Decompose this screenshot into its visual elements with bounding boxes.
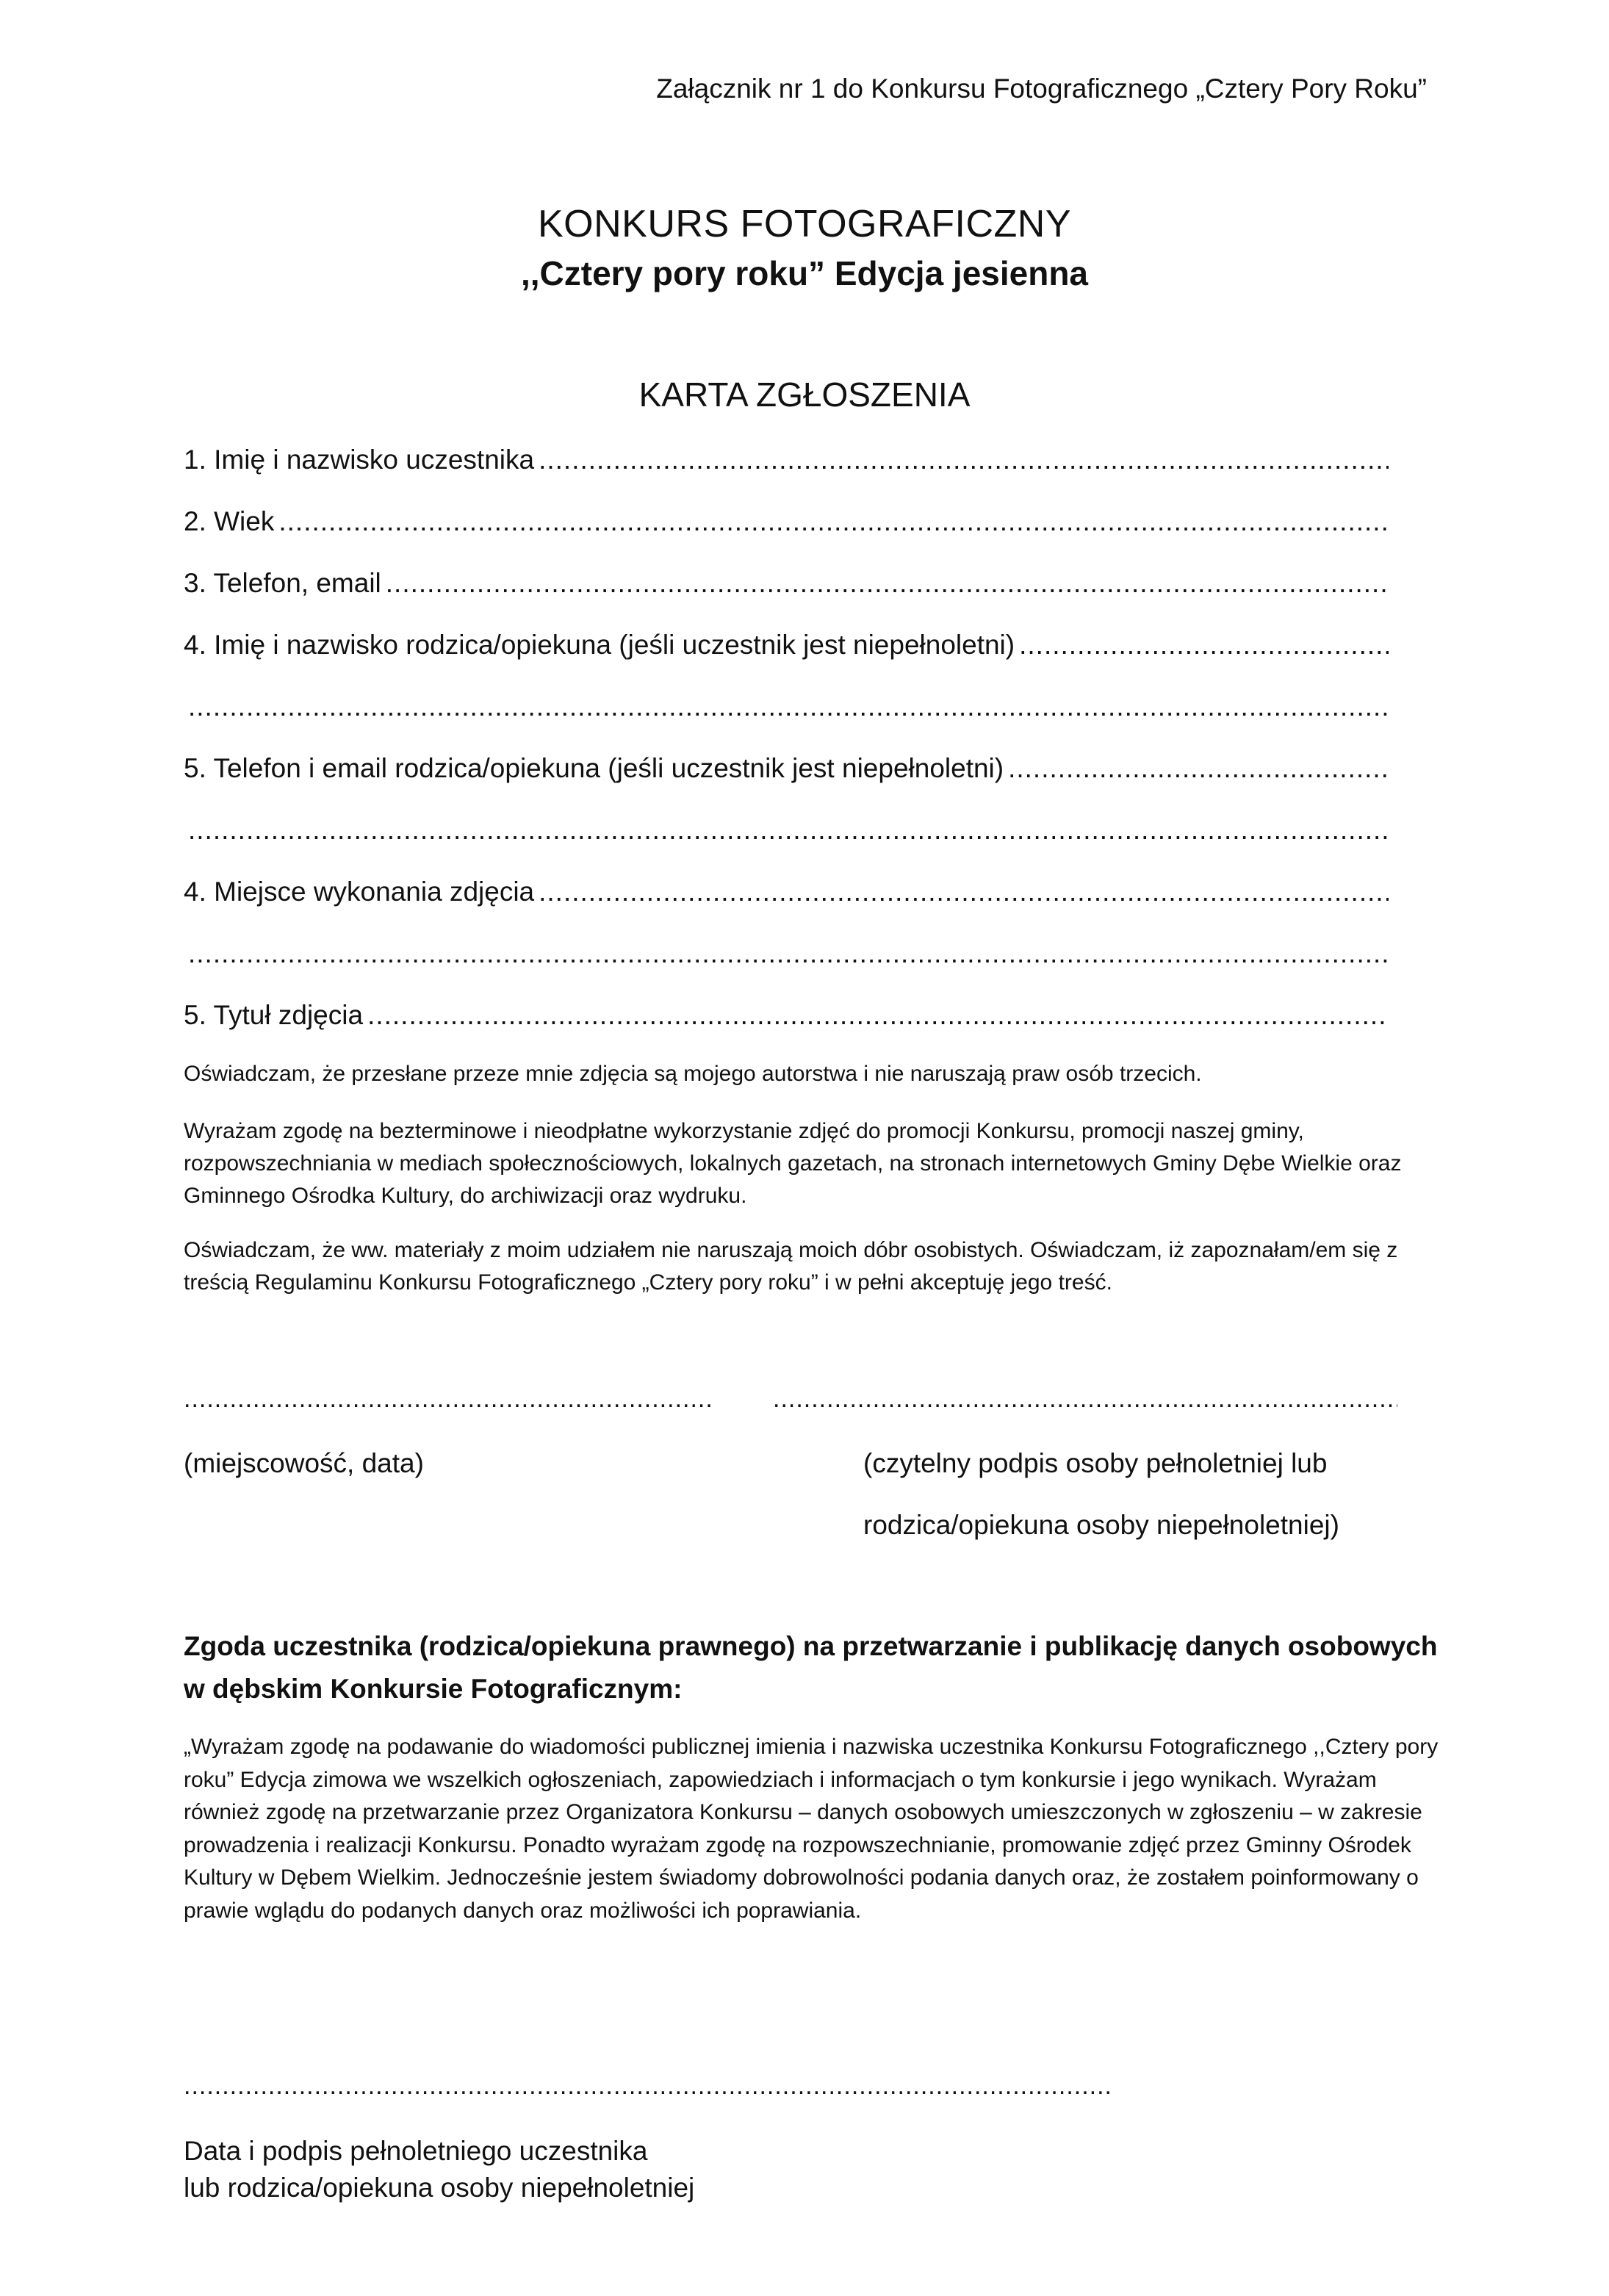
fill-line — [188, 815, 1389, 846]
place-date-line[interactable] — [184, 1385, 713, 1414]
field-label: 4. Imię i nazwisko rodzica/opiekuna (jeśli uczestnik jest niepełnoletni) — [184, 630, 1015, 660]
field-guardian-name-continued[interactable] — [184, 691, 1389, 722]
field-photo-location[interactable] — [184, 877, 1389, 907]
field-label: 2. Wiek — [184, 506, 275, 536]
field-guardian-phone-email-continued[interactable] — [184, 815, 1389, 846]
fill-line — [367, 1000, 1389, 1031]
contest-title: KONKURS FOTOGRAFICZNY — [537, 203, 1072, 245]
final-signature-label-line2: lub rodzica/opiekuna osoby niepełnoletniej — [184, 2173, 695, 2203]
place-date-label: (miejscowość, data) — [184, 1448, 424, 1478]
form-title: KARTA ZGŁOSZENIA — [638, 375, 971, 414]
final-signature-line[interactable] — [184, 2072, 1109, 2101]
field-photo-title[interactable] — [184, 1000, 1389, 1031]
usage-consent-statement: Wyrażam zgodę na bezterminowe i nieodpłatne wykorzystanie zdjęć do promocji Konkursu, promocji naszej gminy, rozpowszechniania w mediach społecznościowych, lokalnych gazetach, na stronach internetowych Gminy Dębe Wielkie oraz Gminnego Ośrodka Kultury, do archiwizacji oraz wydruku. — [184, 1119, 1402, 1208]
field-guardian-phone-email[interactable] — [184, 753, 1389, 784]
annex-note: Załącznik nr 1 do Konkursu Fotograficznego „Cztery Pory Roku” — [656, 73, 1427, 104]
field-label: 3. Telefon, email — [184, 568, 381, 598]
fill-line — [1008, 753, 1389, 784]
field-guardian-name[interactable] — [184, 630, 1389, 661]
fill-line — [539, 445, 1389, 475]
signature-label-line2: rodzica/opiekuna osoby niepełnoletniej) — [863, 1510, 1339, 1540]
rules-acceptance-statement: Oświadczam, że ww. materiały z moim udziałem nie naruszają moich dóbr osobistych. Oświadczam, iż zapoznałam/em się z treścią Regulaminu Konkursu Fotograficznego „Cztery pory roku” i w pełni akceptuję jego treść. — [184, 1238, 1398, 1295]
fill-line — [1019, 630, 1389, 661]
consent-body: „Wyrażam zgodę na podawanie do wiadomości publicznej imienia i nazwiska uczestnika Konkursu Fotograficznego ,,Cztery pory roku” Edycja zimowa we wszelkich ogłoszeniach, zapowiedziach i informacjach o tym konkursie i jego wynikach. Wyrażam również zgodę na przetwarzanie przez Organizatora Konkursu – danych osobowych umieszczonych w zgłoszeniu – w zakresie prowadzenia i realizacji Konkursu. Ponadto wyrażam zgodę na rozpowszechnianie, promowanie zdjęć przez Gminny Ośrodek Kultury w Dębem Wielkim. Jednocześnie jestem świadomy dobrowolności podania danych oraz, że zostałem poinformowany o prawie wglądu do podanych danych oraz możliwości ich poprawiania. — [184, 1735, 1439, 1923]
signature-line[interactable] — [773, 1385, 1397, 1414]
field-label: 4. Miejsce wykonania zdjęcia — [184, 877, 535, 907]
fill-line — [386, 568, 1389, 599]
field-participant-name[interactable] — [184, 445, 1389, 475]
field-label: 5. Telefon i email rodzica/opiekuna (jeśli uczestnik jest niepełnoletni) — [184, 753, 1004, 783]
fill-line — [539, 877, 1389, 907]
consent-heading: Zgoda uczestnika (rodzica/opiekuna prawnego) na przetwarzanie i publikację danych osobowych w dębskim Konkursie Fotograficznym: — [184, 1631, 1438, 1704]
field-age[interactable] — [184, 506, 1389, 537]
field-label: 5. Tytuł zdjęcia — [184, 1000, 364, 1030]
field-label: 1. Imię i nazwisko uczestnika — [184, 445, 535, 475]
final-signature-label-line1: Data i podpis pełnoletniego uczestnika — [184, 2136, 648, 2166]
field-phone-email[interactable] — [184, 568, 1389, 599]
signature-label-line1: (czytelny podpis osoby pełnoletniej lub — [863, 1448, 1328, 1478]
contest-subtitle: ,,Cztery pory roku” Edycja jesienna — [520, 254, 1089, 292]
fill-line — [188, 938, 1389, 969]
authorship-statement: Oświadczam, że przesłane przeze mnie zdjęcia są mojego autorstwa i nie naruszają praw osób trzecich. — [184, 1062, 1202, 1086]
field-photo-location-continued[interactable] — [184, 938, 1389, 969]
fill-line — [278, 506, 1389, 537]
fill-line — [188, 691, 1389, 722]
